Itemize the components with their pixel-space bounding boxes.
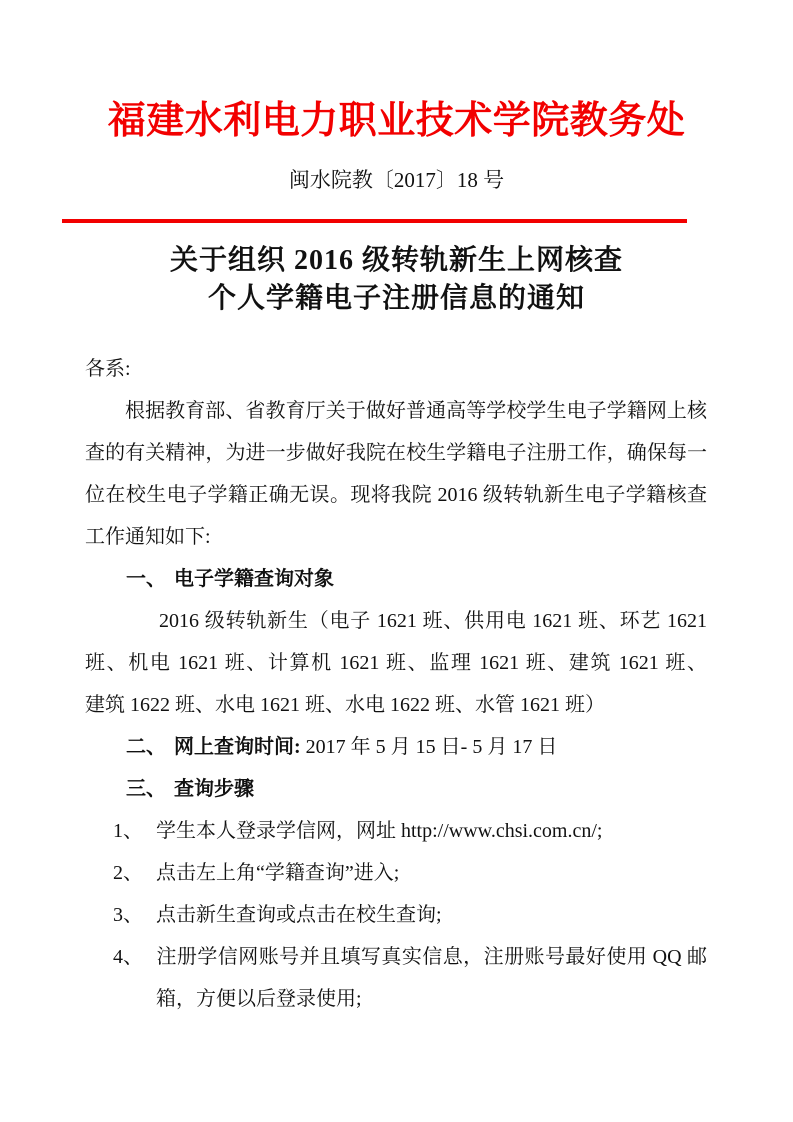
line-text: 根据教育部、省教育厅关于做好普通高等学校学生电子学籍网上核 (125, 400, 707, 422)
doc-number: 闽水院教〔2017〕18 号 (288, 168, 505, 192)
paragraph-line (85, 600, 707, 642)
line-text: 查询步骤 (174, 778, 254, 800)
line-text: 箱，方便以后登录使用; (156, 988, 362, 1010)
line-number: 1、 (113, 820, 143, 842)
paragraph-line (85, 432, 707, 474)
line-text: 2016 级转轨新生（电子 1621 班、供用电 1621 班、环艺 1621 (159, 610, 707, 632)
notice-title-line1: 关于组织 2016 级转轨新生上网核查 (169, 245, 623, 276)
line-text: 建筑 1622 班、水电 1621 班、水电 1622 班、水管 1621 班） (85, 694, 605, 716)
line-text: 学生本人登录学信网，网址 http://www.chsi.com.cn/; (156, 820, 603, 842)
line-number: 二、 (126, 736, 166, 758)
line-text: 电子学籍查询对象 (174, 568, 334, 590)
line-text: 工作通知如下: (85, 526, 211, 548)
list-item (85, 894, 707, 936)
line-number: 2、 (113, 862, 143, 884)
line-text: 2017 年 5 月 15 日- 5 月 17 日 (300, 736, 558, 758)
line-number: 三、 (126, 778, 166, 800)
line-number: 一、 (126, 568, 166, 590)
line-text: 网上查询时间: (174, 736, 301, 758)
paragraph-line (85, 390, 707, 432)
list-item-continuation (85, 978, 707, 1020)
section-heading (85, 768, 707, 810)
list-item (85, 852, 707, 894)
line-text: 各系: (85, 358, 131, 380)
list-item (85, 936, 707, 978)
notice-title (0, 242, 793, 318)
line-text: 班、机电 1621 班、计算机 1621 班、监理 1621 班、建筑 1621 班、 (85, 652, 707, 674)
list-item (85, 810, 707, 852)
section-heading (85, 558, 707, 600)
line-number: 4、 (113, 946, 143, 968)
paragraph-line (85, 474, 707, 516)
red-divider-rule (62, 219, 687, 223)
paragraph-line (85, 684, 707, 726)
paragraph-line (85, 516, 707, 558)
line-text: 查的有关精神，为进一步做好我院在校生学籍电子注册工作，确保每一 (85, 442, 707, 464)
notice-title-line2: 个人学籍电子注册信息的通知 (207, 283, 585, 314)
line-text: 位在校生电子学籍正确无误。现将我院 2016 级转轨新生电子学籍核查 (85, 484, 707, 506)
line-text: 注册学信网账号并且填写真实信息，注册账号最好使用 QQ 邮 (156, 946, 707, 968)
salutation (85, 348, 707, 390)
org-title: 福建水利电力职业技术学院教务处 (107, 100, 686, 142)
section-heading (85, 726, 707, 768)
document-body (85, 348, 707, 1020)
line-number: 3、 (113, 904, 143, 926)
line-text: 点击新生查询或点击在校生查询; (156, 904, 442, 926)
line-text: 点击左上角“学籍查询”进入; (156, 862, 400, 884)
paragraph-line (85, 642, 707, 684)
